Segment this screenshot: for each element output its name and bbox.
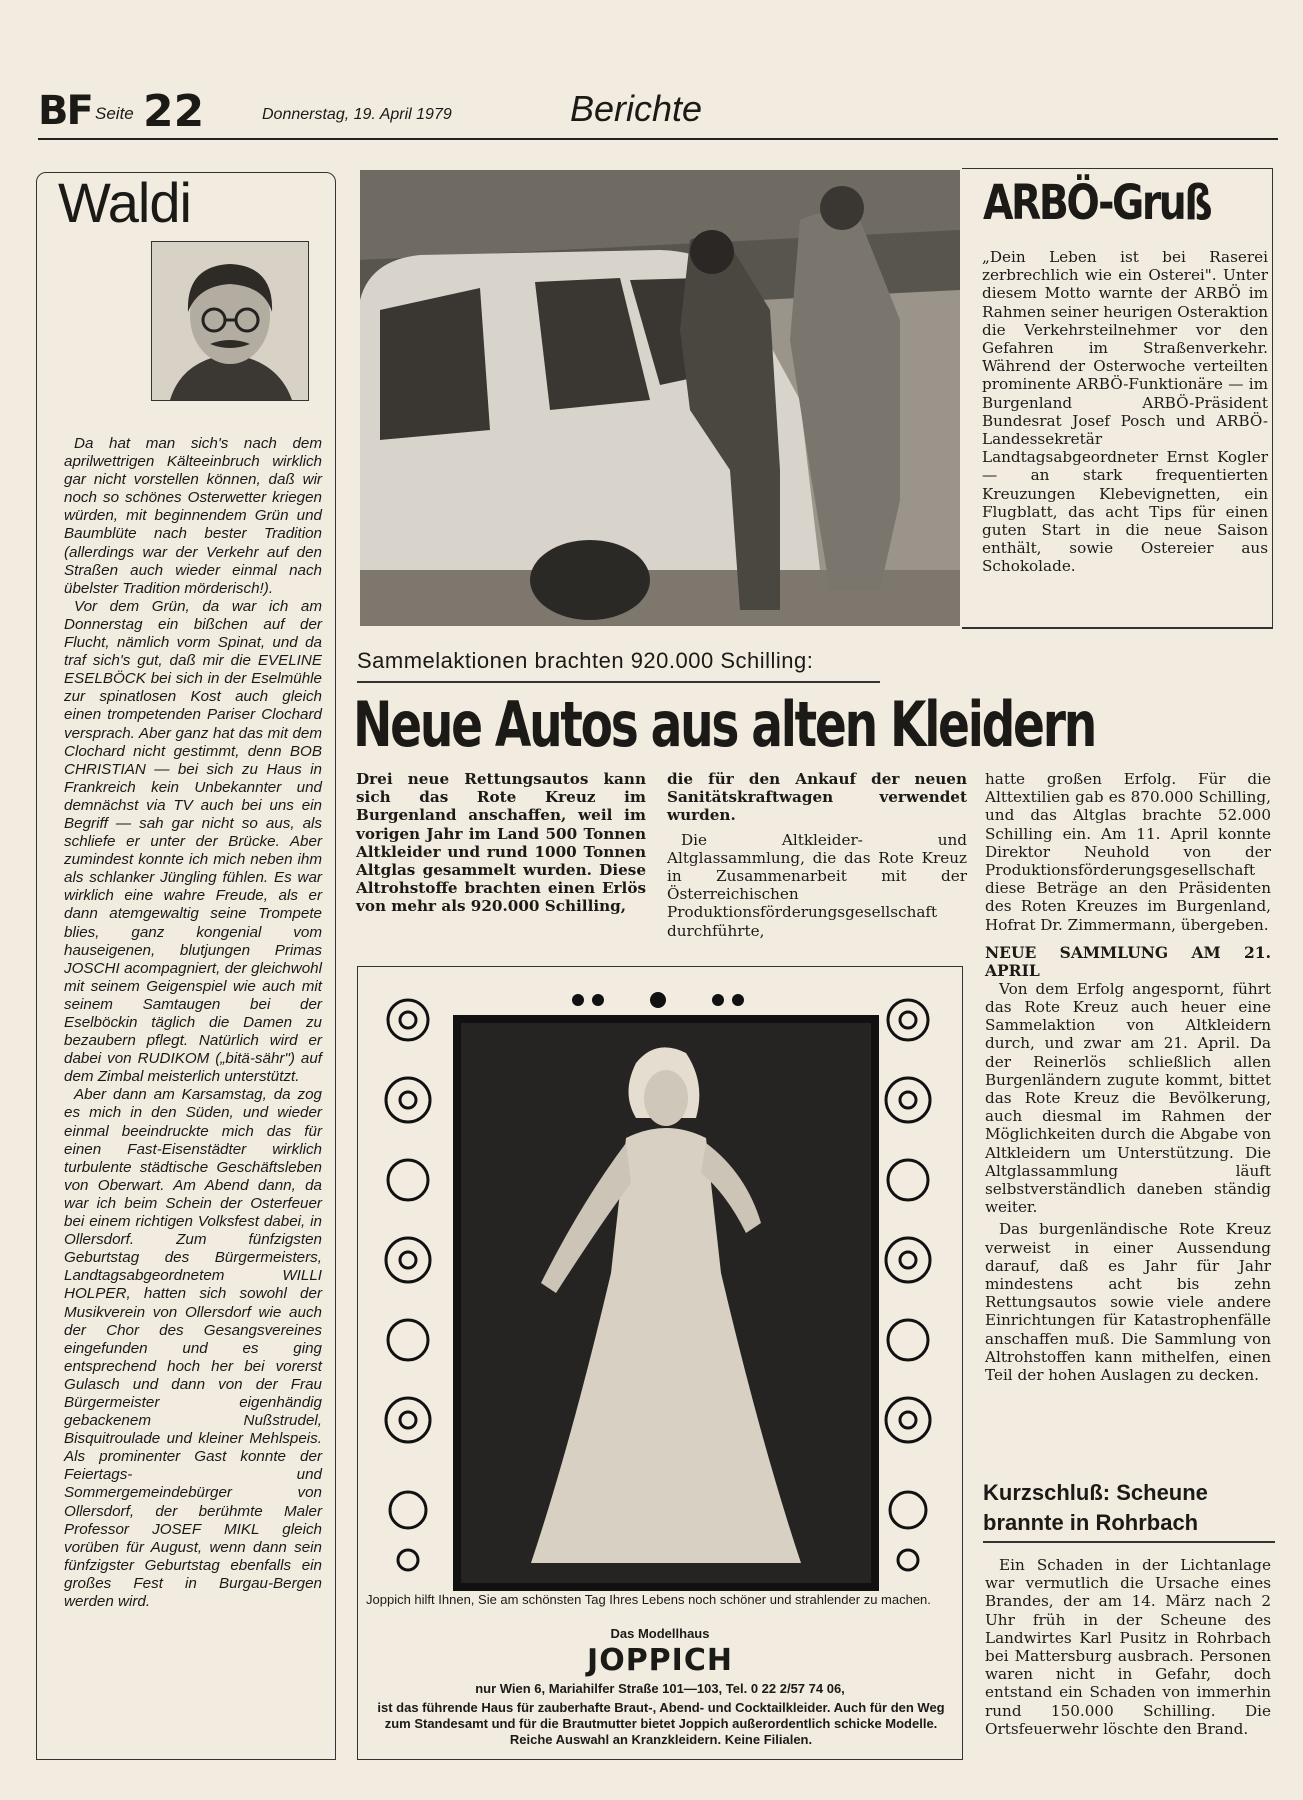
kurzschluss-headline: Kurzschluß: Scheune brannte in Rohrbach xyxy=(983,1480,1208,1535)
kurzschluss-paragraph: Ein Schaden in der Lichtanlage war vermutlich die Ursache eines Brandes, der am 14. März nach 2 Uhr früh in der Scheune des Landwirtes Karl Pusitz in Rohrbach bei Mattersburg ausbrach. Personen waren nicht in Gefahr, doch entstand ein Schaden von immerhin rund 150.000 Schilling. Die Ortsfeuerwehr löschte den Brand. xyxy=(985,1556,1271,1738)
header-rule xyxy=(38,138,1278,140)
waldi-paragraph: Da hat man sich's nach dem aprilwettrigen Kälteeinbruch wirklich gar nicht vorstellen können, daß wir noch so schönes Osterwetter kriegen würden, mit beginnendem Grün und Baumblüte nach bester Tradition (allerdings war der Verkehr auf den Straßen auch wieder einmal nach übelster Tradition mörderisch!). xyxy=(64,435,322,597)
bridal-photo xyxy=(455,1017,877,1589)
waldi-paragraph: Aber dann am Karsamstag, da zog es mich in den Süden, und wieder einmal beeindruckte mich das für einen Fast-Eisenstädter wirklich turbulente städtische Geschäftsleben von Oberwart. Am Abend dann, da war ich beim Schein der Osterfeuer bei einem richtigen Volksfest dabei, in Ollersdorf. Zum fünfzigsten Geburtstag des Bürgermeisters, Landtagsabgeordnetem WILLI HOLPER, hatten sich sowohl der Musikverein von Ollersdorf wie auch der Chor des Gesangsvereines eingefunden und es ging entsprechend hoch her bei vorerst Gulasch und dann von der Frau Bürgermeister eigenhändig gebackenem Nußstrudel, Bisquitroulade und kleiner Mehlspeis. Als prominenter Gast konnte der Feiertags- und Sommergemeindebürger von Ollersdorf, der berühmte Maler Professor JOSEF MIKL gleich vorüben für August, wenn dann sein fünfzigster Geburtstag ebenfalls ein großes Fest in Burgau-Bergen werden wird. xyxy=(64,1086,322,1610)
author-portrait xyxy=(151,241,309,401)
section-title: Berichte xyxy=(570,88,703,129)
arbo-text: „Dein Leben ist bei Raserei zerbrechlich wie ein Osterei". Unter diesem Motto warnte der ARBÖ im Rahmen seiner heurigen Osteraktion die Verkehrsteilnehmer vor den Gefahren im Straßenverkehr. Während der Osterwoche verteilten prominente ARBÖ-Funktionäre — im Burgenland ARBÖ-Präsident Bundesrat Josef Posch und ARBÖ-Landessekretär Landtagsabgeordneter Ernst Kogler — an stark frequentierten Kreuzungen Klebevignetten, ein Flugblatt, das acht Tips für einen guten Start in die neue Saison enthält, sowie Ostereier aus Schokolade. xyxy=(982,248,1268,576)
lead-continuation: die für den Ankauf der neuen Sanitätskraftwagen verwendet wurden. xyxy=(667,770,967,825)
car-photo xyxy=(360,170,960,626)
article-paragraph: hatte großen Erfolg. Für die Alttextilien gab es 870.000 Schilling, und das Altglas brachte 52.000 Schilling ein. Am 11. April konnte Direktor Neuhold von der Produktionsförderungsgesellschaft diese Beträge an den Präsidenten des Roten Kreuzes im Burgenland, Hofrat Dr. Zimmermann, übergeben. xyxy=(985,770,1271,934)
article-subhead: NEUE SAMMLUNG AM 21. APRIL xyxy=(985,942,1271,980)
article-column-3 xyxy=(985,770,1271,1384)
ad-subtitle: Das Modellhaus xyxy=(610,1626,710,1641)
ad-brand-name: JOPPICH xyxy=(587,1643,733,1678)
page-number: 22 xyxy=(143,86,205,137)
ad-body-text: ist das führende Haus für zauberhafte Braut-, Abend- und Cocktailkleider. Auch für den Weg zum Standesamt und für die Brautmutter bietet Joppich außerordentlich schicke Modelle. Reiche Auswahl an Kranzkleidern. Keine Filialen. xyxy=(377,1700,945,1747)
article-column-2 xyxy=(667,770,967,940)
kurzschluss-rule xyxy=(983,1541,1275,1543)
ad-address: nur Wien 6, Mariahilfer Straße 101—103, Tel. 0 22 2/57 74 06, xyxy=(475,1681,845,1696)
article-kicker: Sammelaktionen brachten 920.000 Schilling: xyxy=(357,648,814,673)
article-lead xyxy=(356,770,646,916)
masthead-logo: BF xyxy=(38,88,92,134)
article-paragraph: Die Altkleider- und Altglassammlung, die das Rote Kreuz in Zusammenarbeit mit der Österreichischen Produktionsförderungsgesellschaft durchführte, xyxy=(667,830,967,940)
waldi-column-title: Waldi xyxy=(58,171,191,234)
page-label: Seite xyxy=(95,104,134,123)
article-paragraph: Das burgenländische Rote Kreuz verweist in einer Aussendung darauf, daß es Jahr für Jahr mindestens acht bis zehn Rettungsautos sowie viele andere Einrichtungen für Katastrophenfälle anschaffen muß. Die Sammlung von Altrohstoffen kann mithelfen, einen Teil der hohen Auslagen zu decken. xyxy=(985,1220,1271,1385)
kurzschluss-text xyxy=(985,1556,1271,1738)
ad-caption: Joppich hilft Ihnen, Sie am schönsten Tag Ihres Lebens noch schöner und strahlender zu machen. xyxy=(366,1592,931,1607)
waldi-paragraph: Vor dem Grün, da war ich am Donnerstag ein bißchen auf der Flucht, nämlich vorm Spinat, und da traf sich's gut, daß mir die EVELINE ESELBÖCK bei sich in der Eselmühle zur spinatlosen Kost auch gleich einen trompetenden Pariser Clochard versprach. Aber ganz hat das mit dem Clochard nicht gestimmt, denn BOB CHRISTIAN — bei sich zu Haus in Frankreich kein Unbekannter und demnächst via TV auch bei uns ein Begriff — sah gar nicht so aus, als schliefe er unter der Brücke. Aber zumindest konnte ich mich neben ihm als schlanker Jüngling fühlen. Es war wirklich eine wahre Freude, als er dann atemgewaltig seine Trompete blies, ganz kongenial vom hauseigenen, blutjungen Primas JOSCHI acompagniert, der gleichwohl mit seinem Geigenspiel wie auch mit seinem Samtaugen bei der Eselböckin täglich die Damen zu bezaubern pflegt. Natürlich wird er dabei von RUDIKOM („bitä-sähr") auf dem Zimbal meisterlich unterstützt. xyxy=(64,597,322,1086)
article-paragraph: Von dem Erfolg angespornt, führt das Rote Kreuz auch heuer eine Sammelaktion von Altkleidern durch, und zwar am 21. April. Da der Reinerlös schließlich allen Burgenländern zugute kommt, bittet das Rote Kreuz die Bevölkerung, auch diesmal im Rahmen der Möglichkeiten durch die Abgabe von Altkleidern um Unterstützung. Die Altglassammlung läuft selbstverständlich daneben ständig weiter. xyxy=(985,979,1271,1217)
kicker-rule xyxy=(357,681,880,683)
arbo-headline: ARBÖ-Gruß xyxy=(983,175,1211,231)
lead-paragraph: Drei neue Rettungsautos kann sich das Rote Kreuz im Burgenland anschaffen, weil im vorigen Jahr im Land 500 Tonnen Altkleider und rund 1000 Tonnen Altglas gesammelt wurden. Diese Altrohstoffe brachten einen Erlös von mehr als 920.000 Schilling, xyxy=(356,770,646,916)
waldi-column-text xyxy=(64,435,322,1611)
issue-date: Donnerstag, 19. April 1979 xyxy=(262,106,452,123)
article-headline: Neue Autos aus alten Kleidern xyxy=(353,688,1095,761)
